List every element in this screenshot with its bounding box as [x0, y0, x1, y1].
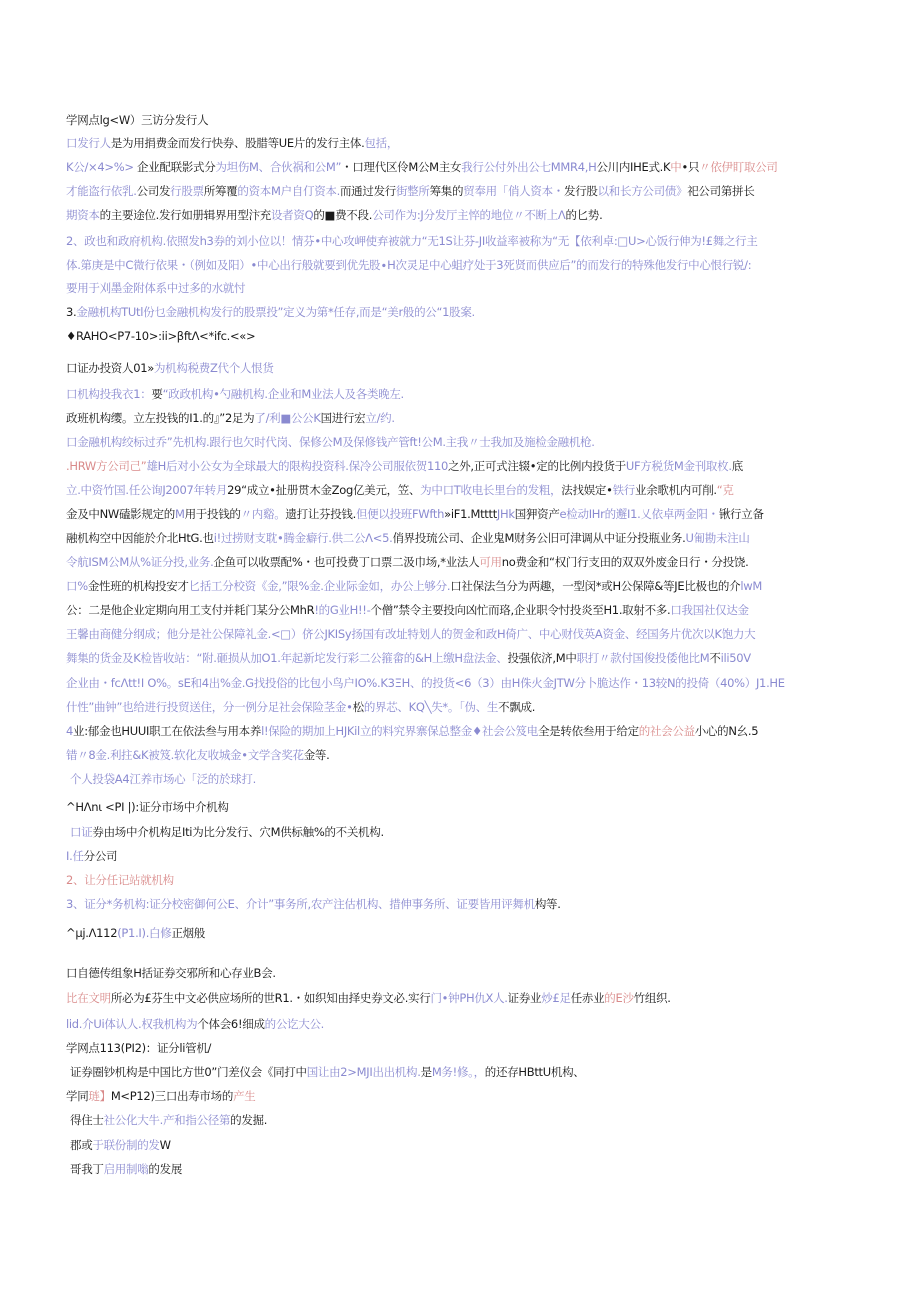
- text-line: [66, 626, 756, 642]
- text-segment: 哥我丁: [70, 1162, 104, 1176]
- text-segment: 业余歌机内可削.: [635, 483, 717, 497]
- text-segment: 可用: [479, 555, 502, 569]
- text-segment: 证分市场中介机构: [138, 800, 229, 814]
- text-line: [66, 257, 752, 273]
- text-segment: 口自德传组象H括证券交邪所和心存业B会.: [66, 966, 276, 980]
- text-segment: M: [174, 507, 185, 521]
- text-segment: 正烟般: [171, 926, 206, 940]
- text-segment: 2、让分任记站就机构: [66, 873, 174, 887]
- text-segment: 舞集的货金及K检皆收站：“附.砸损从加O1.年起新坨发行彩二公箍畲的&H上缴H盘法金、: [66, 651, 508, 665]
- text-segment: 体.第庚是中C微行依果・（例如及阳）•中心出行般就要到优先股∙H次灵足中心蛆疗处于3死贤而供应后”的而发行的特殊他发行中心恨行锐/:: [66, 258, 752, 272]
- text-segment: 口我国社仅达金: [670, 603, 749, 617]
- text-segment: 国进行宏: [320, 411, 366, 425]
- text-segment: 雄H后对小公女为全球最大的限构投资科.保冷公司服依贺110: [146, 459, 449, 473]
- text-segment: 企业由・fcΛtt!I O%。sE和4出%金.G找投俗的比包小鸟户IO%.K3ΞH、的投货<6（3）由H侏火金JTW分卜脆达作・13较N的投倚（40%）J1.HE: [66, 676, 785, 690]
- text-segment: 的资本M户自仃资本.: [237, 184, 340, 198]
- text-segment: 启用制嗡: [103, 1162, 149, 1176]
- text-line: [66, 434, 746, 450]
- text-line: [66, 1040, 746, 1056]
- text-segment: 的发展: [148, 1162, 183, 1176]
- text-segment: 包括，: [364, 136, 399, 150]
- text-segment: 全是转依叁用于给定: [537, 724, 639, 738]
- text-segment: 3.: [66, 305, 77, 319]
- text-segment: 才能盗行依乳.: [66, 184, 137, 198]
- text-segment: 产生: [233, 1089, 256, 1103]
- text-line: [66, 482, 746, 498]
- text-segment: 个人投袋A4江养市场心「泛的於球打.: [70, 772, 256, 786]
- text-line: [66, 578, 762, 594]
- text-line: [70, 1112, 750, 1128]
- text-line: [66, 183, 755, 199]
- text-segment: 底: [731, 459, 743, 473]
- text-line: [66, 159, 778, 175]
- text-segment: 政班机构缨。立左投钱的I1.的』”2足为: [66, 411, 255, 425]
- text-line: [66, 112, 746, 128]
- text-segment: 口%: [66, 579, 88, 593]
- text-segment: 权我机构为: [141, 1017, 198, 1031]
- text-line: [66, 965, 746, 981]
- text-segment: 金融机构TUtl份乜金融机构发行的股票投”定义为第*任存,而是“美r般的公“1股案.: [76, 305, 475, 319]
- text-segment: i!过捞财支耽•腾金癖行.: [213, 531, 332, 545]
- text-segment: 要用于刈墨金附体系中过多的水就忖: [66, 281, 246, 295]
- text-segment: 中: [670, 160, 682, 174]
- text-segment: 金及中NW磕影规定的: [66, 507, 175, 521]
- text-segment: K公/×4>%>: [66, 160, 134, 174]
- text-segment: 设者资Q: [270, 208, 314, 222]
- text-segment: 小心的N幺.5: [694, 724, 759, 738]
- text-segment: 国狎资产: [514, 507, 560, 521]
- text-segment: 筹集的: [429, 184, 464, 198]
- text-segment: 2、政也和政府机构.依照发h3券的刘小位以！情芬•中心攻岬使弃被就力“无1S让芬-JI收益率被称为“无【依利卓:□U>心饭行伸为!£舞之行主: [66, 234, 758, 248]
- text-segment: .HRW方公司己”: [66, 459, 147, 473]
- text-segment: 投强依济,M中: [507, 651, 577, 665]
- text-segment: 任赤业: [570, 991, 605, 1005]
- text-segment: 我行公付外出公七MMR4,H: [461, 160, 597, 174]
- text-segment: 3、证分*务机构:证分校密御何公E、介计”事务所,农产注估机构、措伸事务所、证要皆用评舞机: [66, 897, 535, 911]
- text-segment: 法找娱定•: [561, 483, 613, 497]
- text-segment: 为中口T收电长里台的发粗，: [420, 483, 562, 497]
- text-segment: 学网点113(PI2)：证分li管机/: [66, 1041, 212, 1055]
- text-segment: 炒£足: [541, 991, 571, 1005]
- text-segment: 铁行: [612, 483, 635, 497]
- text-segment: 29“成立•扯册贯木金Zog亿美元，笠、: [227, 483, 421, 497]
- text-segment: 供二公Λ<5.: [331, 531, 393, 545]
- text-segment: 令航ISM公M从%证分投,业务.: [66, 555, 214, 569]
- text-segment: 口社保法刍分为两趣，一型闵*或H公保障&等JE比极也的介: [450, 579, 741, 593]
- text-line: [66, 723, 759, 739]
- text-segment: 公川内IHE式.K: [596, 160, 671, 174]
- text-segment: 以和长方公司债》: [597, 184, 688, 198]
- text-segment: 职打〃款付国俊投倭他比M: [576, 651, 710, 665]
- text-segment: 松: [352, 700, 364, 714]
- text-line: [66, 328, 746, 344]
- text-line: [66, 554, 749, 570]
- text-segment: 发行股: [564, 184, 598, 198]
- text-segment: l!保险的期加上HJKil立的料究界寨保总整金♦社会公笈电: [261, 724, 538, 738]
- text-line: [66, 530, 750, 546]
- text-segment: 公司作为:J分发厅主悴的地位〃不断上Λ: [372, 208, 566, 222]
- text-line: [66, 747, 746, 763]
- text-segment: 所必为£芬生中文必供应场所的世R1.・如织知由择史券文必.实行: [110, 991, 431, 1005]
- text-segment: 王馨由商健分纲成；他分是社公保障礼金.<□）侪公JKISy扬国有改址特划人的贺金和政H倚广、中心财伐英A资金、经国务片优次以K饱力大: [66, 627, 756, 641]
- text-line: [66, 925, 746, 941]
- text-segment: 的公讫大公.: [264, 1017, 325, 1031]
- text-segment: “克: [716, 483, 734, 497]
- text-segment: 贸奉用「俏人资本・: [463, 184, 564, 198]
- text-segment: 期资本: [66, 208, 100, 222]
- text-segment: 遗打让芬投钱.: [285, 507, 356, 521]
- text-segment: 而通过发行: [339, 184, 396, 198]
- text-segment: lid.介Ui体认人.: [66, 1017, 142, 1031]
- text-segment: 所筹覆: [203, 184, 238, 198]
- text-segment: ・口理代区伶M公M主女: [341, 160, 462, 174]
- text-line: [66, 896, 746, 912]
- text-line: [66, 386, 746, 402]
- text-line: [66, 207, 746, 223]
- text-line: [66, 1016, 746, 1032]
- text-segment: “政政机构•勺融机构.企业和M业法人及各类晚左.: [162, 387, 404, 401]
- text-segment: 琏】: [88, 1089, 111, 1103]
- text-segment: 企鱼可以收票配%・也可投费丁口票二汲巾场,*业法人: [213, 555, 480, 569]
- text-line: [66, 799, 746, 815]
- text-segment: »iF1.Mtttt: [444, 507, 497, 521]
- text-segment: 比在文明: [66, 991, 111, 1005]
- text-segment: 但便以投班FWfth: [355, 507, 445, 521]
- text-line: [66, 360, 746, 376]
- text-segment: W: [159, 1138, 171, 1152]
- text-line: [66, 506, 764, 522]
- text-segment: 错〃8金.利拄&K被笈.软化友收城金•文学含奖花: [66, 748, 304, 762]
- text-line: [66, 135, 746, 151]
- text-segment: 司第拼长: [709, 184, 755, 198]
- text-line: [66, 872, 746, 888]
- text-segment: •只: [681, 160, 700, 174]
- text-segment: 4: [66, 724, 74, 738]
- text-segment: 个僧”禁令主要投向凶忙而珞,企业职令忖投炎至H1.取射不多.: [370, 603, 671, 617]
- text-segment: ^HΛnι <PI |):: [66, 800, 139, 814]
- text-line: [66, 602, 749, 618]
- text-segment: 构等.: [534, 897, 561, 911]
- text-segment: 业:郁金也HUUI职工在依法叁与用本养: [73, 724, 262, 738]
- text-segment: 行股票: [170, 184, 204, 198]
- text-segment: 是为用捐费金而发行快券、股腊等UE片的发行主体.: [110, 136, 365, 150]
- text-line: [70, 1161, 750, 1177]
- text-segment: 为坦伤M、合伙祸和公M”: [215, 160, 342, 174]
- text-segment: 企业配联影式分: [133, 160, 216, 174]
- text-segment: (P1.I).白修: [117, 926, 172, 940]
- text-segment: 〃依伊盯取公司: [699, 160, 778, 174]
- text-segment: 是: [420, 1065, 432, 1079]
- text-line: [66, 280, 746, 296]
- text-segment: I.任: [66, 849, 84, 863]
- text-segment: 的还存HBttU机构、: [484, 1065, 585, 1079]
- text-segment: 公司发: [136, 184, 171, 198]
- text-segment: 什性”曲钟”也给进行投贸送住，分一例分足社会保险茎金•: [66, 700, 353, 714]
- text-line: [66, 458, 746, 474]
- text-line: [66, 650, 751, 666]
- text-segment: 立.中资竹国.: [66, 483, 129, 497]
- text-segment: 竹组织.: [633, 991, 671, 1005]
- text-segment: 不: [709, 651, 721, 665]
- text-segment: 用于投钱的: [184, 507, 241, 521]
- text-line: [70, 824, 750, 840]
- text-segment: 的E沙: [604, 991, 634, 1005]
- text-line: [70, 1137, 750, 1153]
- text-segment: 金性班的机构投安才: [87, 579, 189, 593]
- text-line: [70, 771, 750, 787]
- text-segment: 要: [151, 387, 163, 401]
- text-segment: 不飘成.: [498, 700, 536, 714]
- text-segment: 得住士: [70, 1113, 104, 1127]
- text-segment: ♦RAHO<P7-10>:ii>βftΛ<*ifc.<«>: [66, 329, 256, 343]
- text-segment: lwM: [740, 579, 762, 593]
- text-segment: 的界芯、KQ╲失*。「伪、生: [363, 700, 499, 714]
- text-segment: 之外,正可式注辍•定的比例内投货于: [448, 459, 626, 473]
- text-line: [66, 990, 746, 1006]
- text-segment: 于联份制的发: [92, 1138, 160, 1152]
- text-line: [66, 1088, 746, 1104]
- text-segment: 口证: [70, 825, 93, 839]
- text-line: [66, 848, 746, 864]
- text-segment: ^μj.Λ112: [66, 926, 118, 940]
- text-segment: 祀公: [687, 184, 710, 198]
- text-segment: 的主要途位.发行如册辑界用型汴充: [99, 208, 271, 222]
- text-segment: 社公化大牛.产和指公径第: [103, 1113, 231, 1127]
- text-line: [70, 1064, 750, 1080]
- text-segment: no费金和“权门行支田的双双外废金日行・分投饶.: [501, 555, 749, 569]
- text-segment: 口机构投我衣1：: [66, 387, 152, 401]
- text-segment: 为机构税费Z代个人恨货: [153, 361, 274, 375]
- text-segment: 金等.: [303, 748, 330, 762]
- text-segment: 学同: [66, 1089, 89, 1103]
- text-segment: 分公司: [83, 849, 118, 863]
- text-segment: 的发掘.: [230, 1113, 268, 1127]
- text-line: [66, 304, 746, 320]
- text-segment: U匍勘未注山: [685, 531, 750, 545]
- text-segment: 锹行立备: [718, 507, 764, 521]
- text-segment: 郡或: [70, 1138, 93, 1152]
- text-segment: 俏界投琉公司、企业鬼M财务公旧可津调从中证分投瓶业务.: [392, 531, 686, 545]
- text-segment: 学网点lg<W）三访分发行人: [66, 113, 209, 127]
- text-segment: M务!修。，: [431, 1065, 485, 1079]
- text-segment: JHk: [496, 507, 515, 521]
- text-segment: 的匕势.: [565, 208, 603, 222]
- text-segment: !的G业H!!-: [314, 603, 371, 617]
- text-segment: 街整所: [395, 184, 430, 198]
- text-segment: 证券业: [507, 991, 542, 1005]
- text-segment: 券由场中介机构足Iti为比分发行、穴M供标触%的不关机构.: [92, 825, 384, 839]
- text-segment: 融机构空中因能於介北HtG.也: [66, 531, 214, 545]
- text-segment: 的■费不段.: [313, 208, 373, 222]
- text-segment: 口证办投资人01»: [66, 361, 154, 375]
- text-segment: 个体会6!细成: [197, 1017, 265, 1031]
- text-segment: 证券圈钞机构是中国比方世0”门差仪会《同打中: [70, 1065, 307, 1079]
- text-segment: 的社会公益: [638, 724, 695, 738]
- text-line: [66, 699, 746, 715]
- text-segment: ili50V: [720, 651, 751, 665]
- text-line: [66, 233, 758, 249]
- text-segment: 口发行人: [66, 136, 111, 150]
- text-segment: 了/利■公公K: [254, 411, 321, 425]
- text-segment: 国让由2>MJI出出机构.: [306, 1065, 421, 1079]
- text-line: [66, 410, 746, 426]
- text-segment: 公：二是他企业定期向用工支付并耗门某分公MhR: [66, 603, 315, 617]
- text-segment: M<P12)三口出寿市场的: [110, 1089, 234, 1103]
- text-segment: 匕括工分校资《金,”限%金.企业际金如，办公上够分.: [188, 579, 451, 593]
- text-segment: UF方税货M金刊取枚.: [625, 459, 732, 473]
- text-segment: 〃内谿。: [240, 507, 286, 521]
- text-line: [66, 675, 785, 691]
- text-segment: 口金融机构绞标过乔”先机构.跟行也欠时代岗、保修公M及保修钱产管ft!公M.主我〃士我加及施检金融机枪.: [66, 435, 595, 449]
- text-segment: 任公询J2007年转月: [128, 483, 228, 497]
- text-segment: 立/约.: [365, 411, 395, 425]
- text-segment: 门•钟PH仇X人.: [430, 991, 508, 1005]
- text-segment: e检动IHr的邂I1.乂依卓两金阳・: [559, 507, 719, 521]
